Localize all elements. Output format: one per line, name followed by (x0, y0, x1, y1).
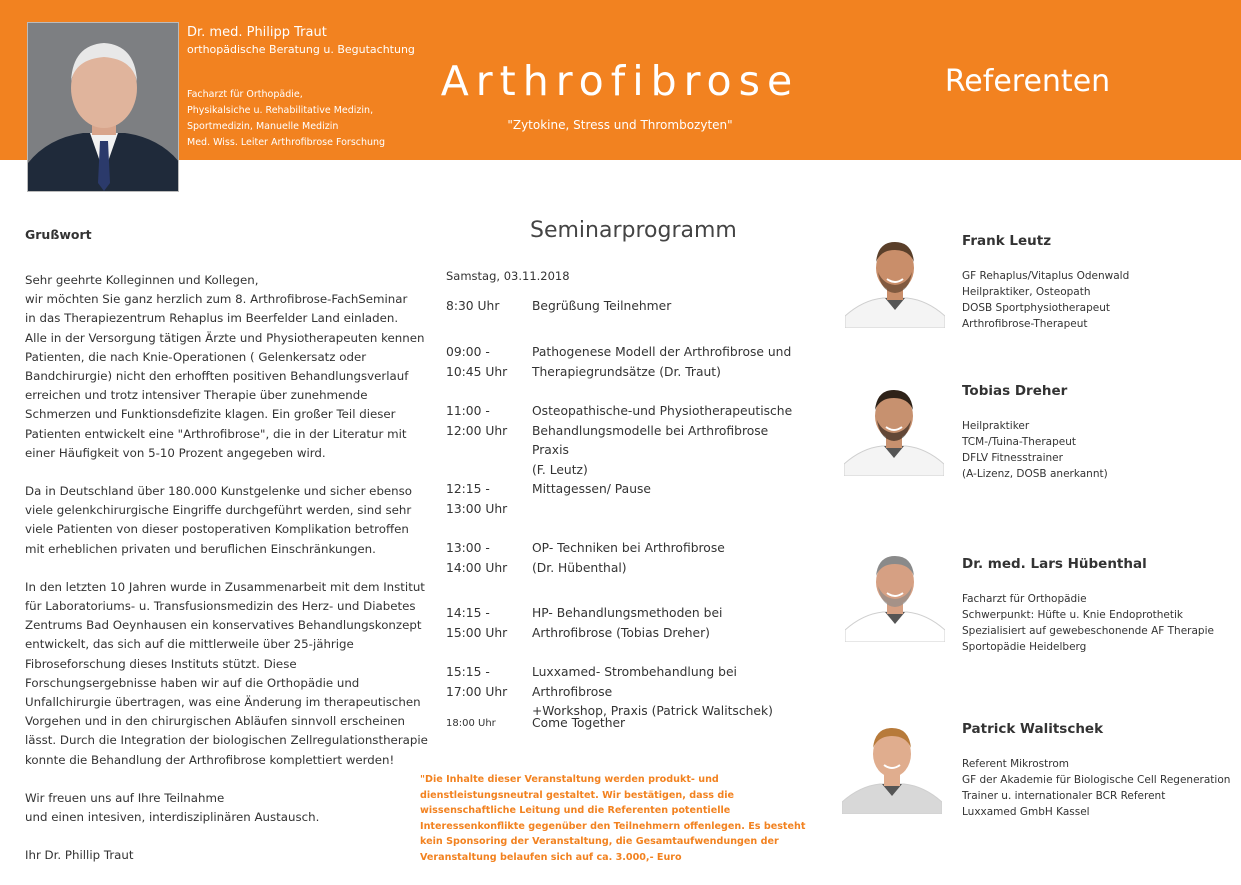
speaker-detail-line: Schwerpunkt: Hüfte u. Knie Endoprothetik (962, 609, 1183, 621)
speaker-detail-line: GF Rehaplus/Vitaplus Odenwald (962, 270, 1130, 282)
grusswort-line: und einen intesiven, interdisziplinären Austausch. (25, 810, 320, 825)
programm-description-line: Behandlungsmodelle bei Arthrofibrose Praxis (532, 423, 769, 457)
programm-time-line: 12:00 Uhr (446, 423, 508, 438)
grusswort-paragraph (25, 482, 413, 559)
speaker-name: Dr. med. Lars Hübenthal (962, 556, 1147, 572)
programm-time-line: 12:15 - (446, 482, 490, 496)
programm-title: Seminarprogramm (530, 218, 737, 243)
programm-description (532, 714, 807, 734)
programm-description-line: (F. Leutz) (532, 462, 588, 477)
programm-description (532, 297, 807, 317)
author-qualifications (187, 87, 417, 151)
speaker-photo (842, 718, 942, 814)
grusswort-line: Ihr Dr. Phillip Traut (25, 848, 134, 863)
speaker-detail-line: DFLV Fitnesstrainer (962, 452, 1063, 464)
speaker-detail-line: Spezialisiert auf gewebeschonende AF Therapie (962, 625, 1214, 637)
speaker-details (962, 591, 1214, 655)
programm-description-line: Begrüßung Teilnehmer (532, 299, 672, 313)
speaker-photo (844, 380, 944, 476)
programm-description (532, 480, 807, 500)
grusswort-line: viele Patienten von dieser postoperativen Komplikation betroffen (25, 522, 409, 537)
grusswort-line: Unfallchirurgie übertragen, was eine Änderung im therapeutischen (25, 695, 421, 710)
grusswort-line: Wir freuen uns auf Ihre Teilnahme (25, 790, 225, 805)
speaker-name: Tobias Dreher (962, 383, 1068, 399)
programm-description (532, 604, 807, 643)
programm-time (446, 297, 526, 317)
programm-description-line: +Workshop, Praxis (Patrick Walitschek) (532, 704, 773, 718)
grusswort-paragraph (25, 578, 428, 770)
programm-description-line: Arthrofibrose (Tobias Dreher) (532, 625, 710, 640)
speaker-detail-line: Luxxamed GmbH Kassel (962, 806, 1090, 818)
speaker-photo (845, 546, 945, 642)
programm-description (532, 402, 807, 480)
grusswort-line: Sehr geehrte Kolleginnen und Kollegen, (25, 273, 259, 287)
programm-time (446, 480, 526, 519)
main-subtitle: "Zytokine, Stress und Thrombozyten" (507, 118, 733, 132)
programm-description-line: Luxxamed- Strombehandlung bei Arthrofibrose (532, 665, 737, 699)
grusswort-line: Patienten, die nach Knie-Operationen ( Gelenkersatz oder (25, 349, 367, 364)
grusswort-line: Bandchirurgie) nicht den erhofften positiven Behandlungsverlauf (25, 369, 409, 384)
programm-time (446, 663, 526, 702)
grusswort-line: Forschungsergebnisse haben wir auf die Orthopädie und (25, 675, 360, 690)
programm-description (532, 343, 807, 382)
programm-date: Samstag, 03.11.2018 (446, 269, 570, 283)
programm-time-line: 09:00 - (446, 345, 490, 359)
grusswort-line: für Laboratoriums- u. Transfusionsmedizin des Herz- und Diabetes (25, 599, 416, 614)
programm-description-line: Come Together (532, 716, 626, 730)
programm-time-line: 10:45 Uhr (446, 364, 508, 379)
speaker-detail-line: Trainer u. internationaler BCR Referent (962, 790, 1166, 802)
speaker-detail-line: (A-Lizenz, DOSB anerkannt) (962, 468, 1108, 480)
grusswort-line: Vorgehen und in den chirurgischen Abläufen sinnvoll erscheinen (25, 714, 405, 729)
grusswort-paragraph (25, 271, 425, 463)
speaker-name: Frank Leutz (962, 233, 1052, 249)
programm-description (532, 539, 807, 578)
programm-time (446, 402, 526, 441)
grusswort-line: mit erheblichen privaten und beruflichen Einschränkungen. (25, 541, 376, 556)
programm-time (446, 539, 526, 578)
programm-time-line: 15:00 Uhr (446, 625, 508, 640)
referenten-title: Referenten (944, 64, 1111, 99)
grusswort-line: Da in Deutschland über 180.000 Kunstgelenke und sicher ebenso (25, 484, 413, 499)
grusswort-line: einer Häufigkeit von 5-10 Prozent angegeben wird. (25, 445, 326, 460)
speaker-detail-line: Facharzt für Orthopädie (962, 593, 1087, 605)
programm-time-line: 13:00 Uhr (446, 501, 508, 516)
speaker-details (962, 418, 1108, 482)
programm-time (446, 604, 526, 643)
speaker-detail-line: Arthrofibrose-Therapeut (962, 318, 1088, 330)
grusswort-paragraph (25, 846, 400, 865)
author-qualification: Sportmedizin, Manuelle Medizin (187, 121, 339, 132)
speaker-name: Patrick Walitschek (962, 721, 1104, 737)
programm-time-line: 14:15 - (446, 606, 490, 620)
programm-time-line: 8:30 Uhr (446, 299, 500, 313)
programm-time-line: 14:00 Uhr (446, 560, 508, 575)
grusswort-line: lässt. Durch die Integration der biologischen Zellregulationstherapie (25, 733, 428, 748)
author-name: Dr. med. Philipp Traut (187, 25, 327, 40)
grusswort-line: Alle in der Versorgung tätigen Ärzte und Physiotherapeuten kennen (25, 330, 425, 345)
programm-description-line: Osteopathische-und Physiotherapeutische (532, 404, 793, 418)
grusswort-line: Fibroseforschung dieses Instituts stützt. Diese (25, 656, 297, 671)
grusswort-line: entwickelt, das sich auf die mittlerweile über 25-jährige (25, 637, 354, 652)
author-qualification: Facharzt für Orthopädie, (187, 89, 303, 100)
programm-description-line: (Dr. Hübenthal) (532, 560, 627, 575)
speaker-detail-line: TCM-/Tuina-Therapeut (962, 436, 1076, 448)
programm-time-line: 18:00 Uhr (446, 718, 496, 729)
grusswort-line: wir möchten Sie ganz herzlich zum 8. Arthrofibrose-FachSeminar (25, 292, 408, 307)
speaker-detail-line: DOSB Sportphysiotherapeut (962, 302, 1110, 314)
author-qualification: Physikalsiche u. Rehabilitative Medizin, (187, 105, 374, 116)
grusswort-line: In den letzten 10 Jahren wurde in Zusammenarbeit mit dem Institut (25, 579, 425, 594)
grusswort-body (25, 271, 428, 865)
programm-time-line: 13:00 - (446, 541, 490, 555)
speaker-detail-line: Heilpraktiker, Osteopath (962, 286, 1091, 298)
grusswort-line: in das Therapiezentrum Rehaplus im Beerfelder Land einladen. (25, 311, 399, 326)
programm-time-line: 11:00 - (446, 404, 490, 418)
grusswort-line: viele gelenkchirurgische Eingriffe durchgeführt werden, sind sehr (25, 503, 412, 518)
speaker-detail-line: Heilpraktiker (962, 420, 1030, 432)
grusswort-paragraph (25, 789, 400, 827)
speaker-detail-line: GF der Akademie für Biologische Cell Regeneration (962, 774, 1231, 786)
author-photo (27, 22, 179, 192)
programm-description-line: OP- Techniken bei Arthrofibrose (532, 541, 725, 555)
speaker-details (962, 756, 1230, 820)
grusswort-section (25, 227, 428, 884)
speaker-detail-line: Sportopädie Heidelberg (962, 641, 1087, 653)
grusswort-line: erreichen und trotz intensiver Therapie über zunehmende (25, 388, 368, 403)
programm-description (532, 663, 807, 722)
grusswort-heading: Grußwort (25, 227, 92, 242)
speaker-photo (845, 232, 945, 328)
programm-description-line: Pathogenese Modell der Arthrofibrose und (532, 345, 792, 359)
author-info (187, 24, 417, 151)
programm-time-line: 15:15 - (446, 665, 490, 679)
author-qualification: Med. Wiss. Leiter Arthrofibrose Forschung (187, 137, 386, 148)
grusswort-line: Patienten entwickelt eine "Arthrofibrose", die in der Literatur mit (25, 426, 407, 441)
speaker-detail-line: Referent Mikrostrom (962, 758, 1069, 770)
programm-time (446, 714, 526, 734)
programm-description-line: HP- Behandlungsmethoden bei (532, 606, 723, 620)
speaker-details (962, 268, 1129, 332)
grusswort-line: konnte die Behandlung der Arthrofibrose komplettiert werden! (25, 752, 395, 767)
main-title: Arthrofibrose (440, 57, 800, 105)
grusswort-line: Zentrums Bad Oeynhausen ein konservatives Behandlungskonzept (25, 618, 422, 633)
programm-time-line: 17:00 Uhr (446, 684, 508, 699)
author-subtitle: orthopädische Beratung u. Begutachtung (187, 43, 415, 56)
programm-description-line: Therapiegrundsätze (Dr. Traut) (532, 364, 721, 379)
programm-time (446, 343, 526, 382)
grusswort-line: Schmerzen und Funktionsdefizite klagen. Ein großer Teil dieser (25, 407, 396, 422)
programm-description-line: Mittagessen/ Pause (532, 482, 651, 496)
disclaimer: "Die Inhalte dieser Veranstaltung werden produkt- und dienstleistungsneutral gestaltet. Wir bestätigen, dass die wissenschaftliche Leitung und die Referenten potentielle Interessenkonflikte gegenüber den Teilnehmern offenlegen. Es besteht kein Sponsoring der Veranstaltung, die Gesamtaufwendungen der Veranstaltung belaufen sich auf ca. 3.000,- Euro (420, 774, 806, 863)
